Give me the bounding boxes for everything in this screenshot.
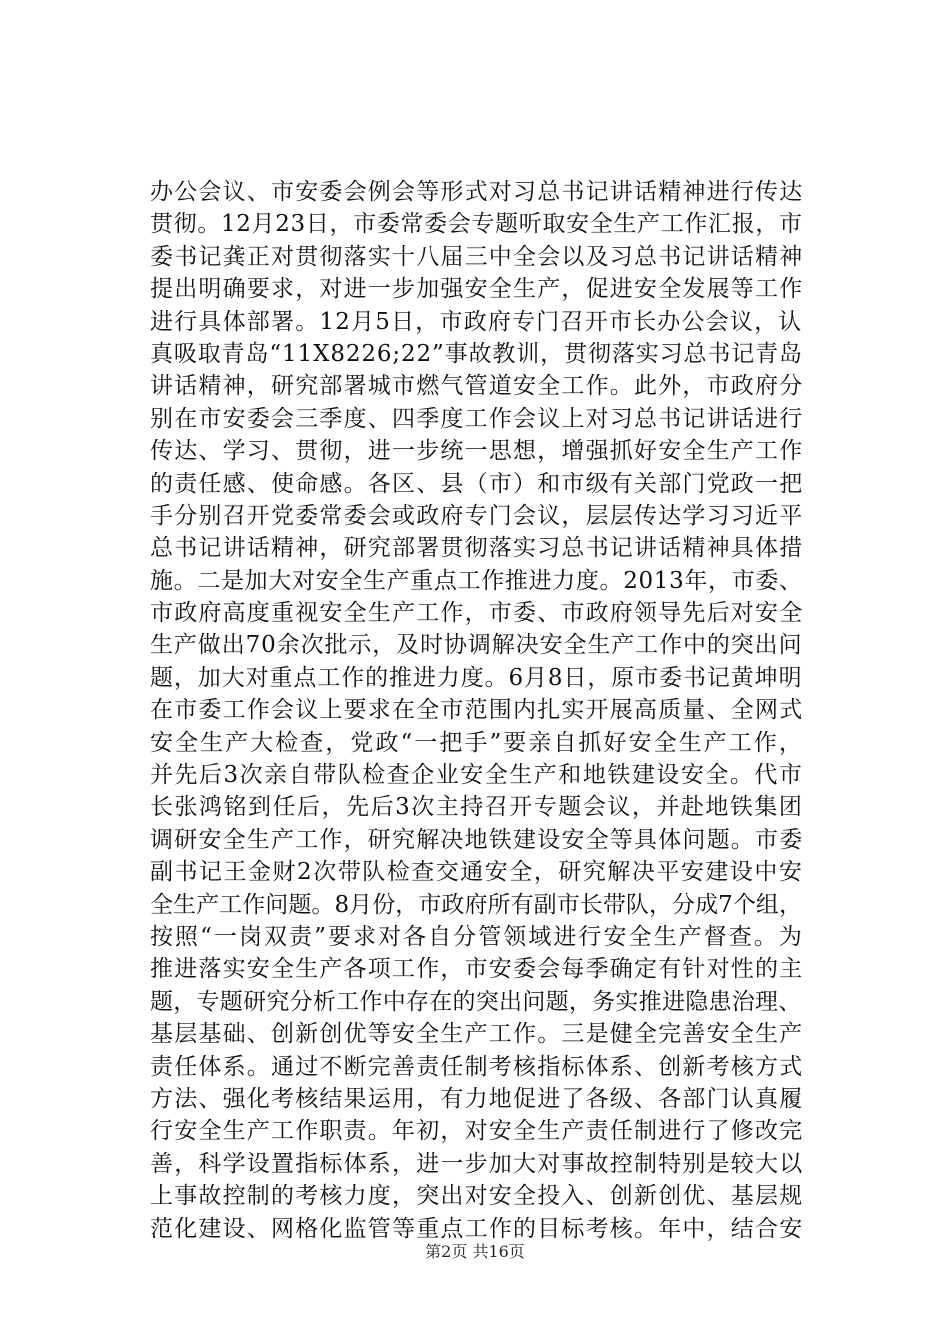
text-line: 贯彻。12月23日，市委常委会专题听取安全生产工作汇报，市: [150, 211, 803, 238]
document-body: [150, 176, 810, 1245]
text-line: 讲话精神，研究部署城市燃气管道安全工作。此外，市政府分: [150, 373, 804, 400]
text-line: 责任体系。通过不断完善责任制考核指标体系、创新考核方式: [150, 1053, 804, 1080]
text-line: 委书记龚正对贯彻落实十八届三中全会以及习总书记讲话精神: [150, 243, 804, 270]
text-line: 副书记王金财2次带队检查交通安全，研究解决平安建设中安: [150, 859, 804, 886]
text-line: 提出明确要求，对进一步加强安全生产，促进安全发展等工作: [150, 276, 804, 303]
text-line: 范化建设、网格化监管等重点工作的目标考核。年中，结合安: [150, 1215, 804, 1242]
text-line: 行安全生产工作职责。年初，对安全生产责任制进行了修改完: [150, 1118, 804, 1145]
text-line: 推进落实安全生产各项工作，市安委会每季确定有针对性的主: [150, 956, 804, 983]
text-line: 长张鸿铭到任后，先后3次主持召开专题会议，并赴地铁集团: [150, 794, 804, 821]
text-line: 安全生产大检查，党政“一把手”要亲自抓好安全生产工作，: [150, 729, 804, 756]
text-line: 基层基础、创新创优等安全生产工作。三是健全完善安全生产: [150, 1021, 804, 1048]
text-line: 手分别召开党委常委会或政府专门会议，层层传达学习习近平: [150, 502, 804, 529]
text-line: 调研安全生产工作，研究解决地铁建设安全等具体问题。市委: [150, 826, 804, 853]
text-line: 题，专题研究分析工作中存在的突出问题，务实推进隐患治理、: [150, 988, 802, 1015]
text-line: 按照“一岗双责”要求对各自分管领域进行安全生产督查。为: [150, 923, 804, 950]
text-line: 办公会议、市安委会例会等形式对习总书记讲话精神进行传达: [150, 179, 804, 205]
text-line: 题，加大对重点工作的推进力度。6月8日，原市委书记黄坤明: [150, 664, 803, 691]
text-line: 全生产工作问题。8月份，市政府所有副市长带队，分成7个组，: [150, 891, 803, 918]
text-line: 别在市安委会三季度、四季度工作会议上对习总书记讲话进行: [150, 405, 804, 432]
text-line: 善，科学设置指标体系，进一步加大对事故控制特别是较大以: [150, 1150, 804, 1177]
text-line: 施。二是加大对安全生产重点工作推进力度。2013年，市委、: [150, 567, 803, 594]
text-line: 进行具体部署。12月5日，市政府专门召开市长办公会议，认: [150, 308, 803, 335]
text-line: 的责任感、使命感。各区、县（市）和市级有关部门党政一把: [150, 470, 804, 497]
text-line: 方法、强化考核结果运用，有力地促进了各级、各部门认真履: [150, 1085, 804, 1112]
text-line: 总书记讲话精神，研究部署贯彻落实习总书记讲话精神具体措: [150, 535, 804, 562]
text-line: 在市委工作会议上要求在全市范围内扎实开展高质量、全网式: [150, 697, 804, 724]
text-line: 生产做出70余次批示，及时协调解决安全生产工作中的突出问: [150, 632, 803, 659]
text-line: 上事故控制的考核力度，突出对安全投入、创新创优、基层规: [150, 1183, 804, 1210]
text-line: 真吸取青岛“11X8226;22”事故教训，贯彻落实习总书记青岛: [150, 340, 803, 367]
page-footer: 第2页 共16页: [425, 1242, 525, 1261]
text-line: 传达、学习、贯彻，进一步统一思想，增强抓好安全生产工作: [150, 438, 804, 465]
text-line: 并先后3次亲自带队检查企业安全生产和地铁建设安全。代市: [150, 762, 804, 789]
text-line: 市政府高度重视安全生产工作，市委、市政府领导先后对安全: [150, 600, 804, 627]
